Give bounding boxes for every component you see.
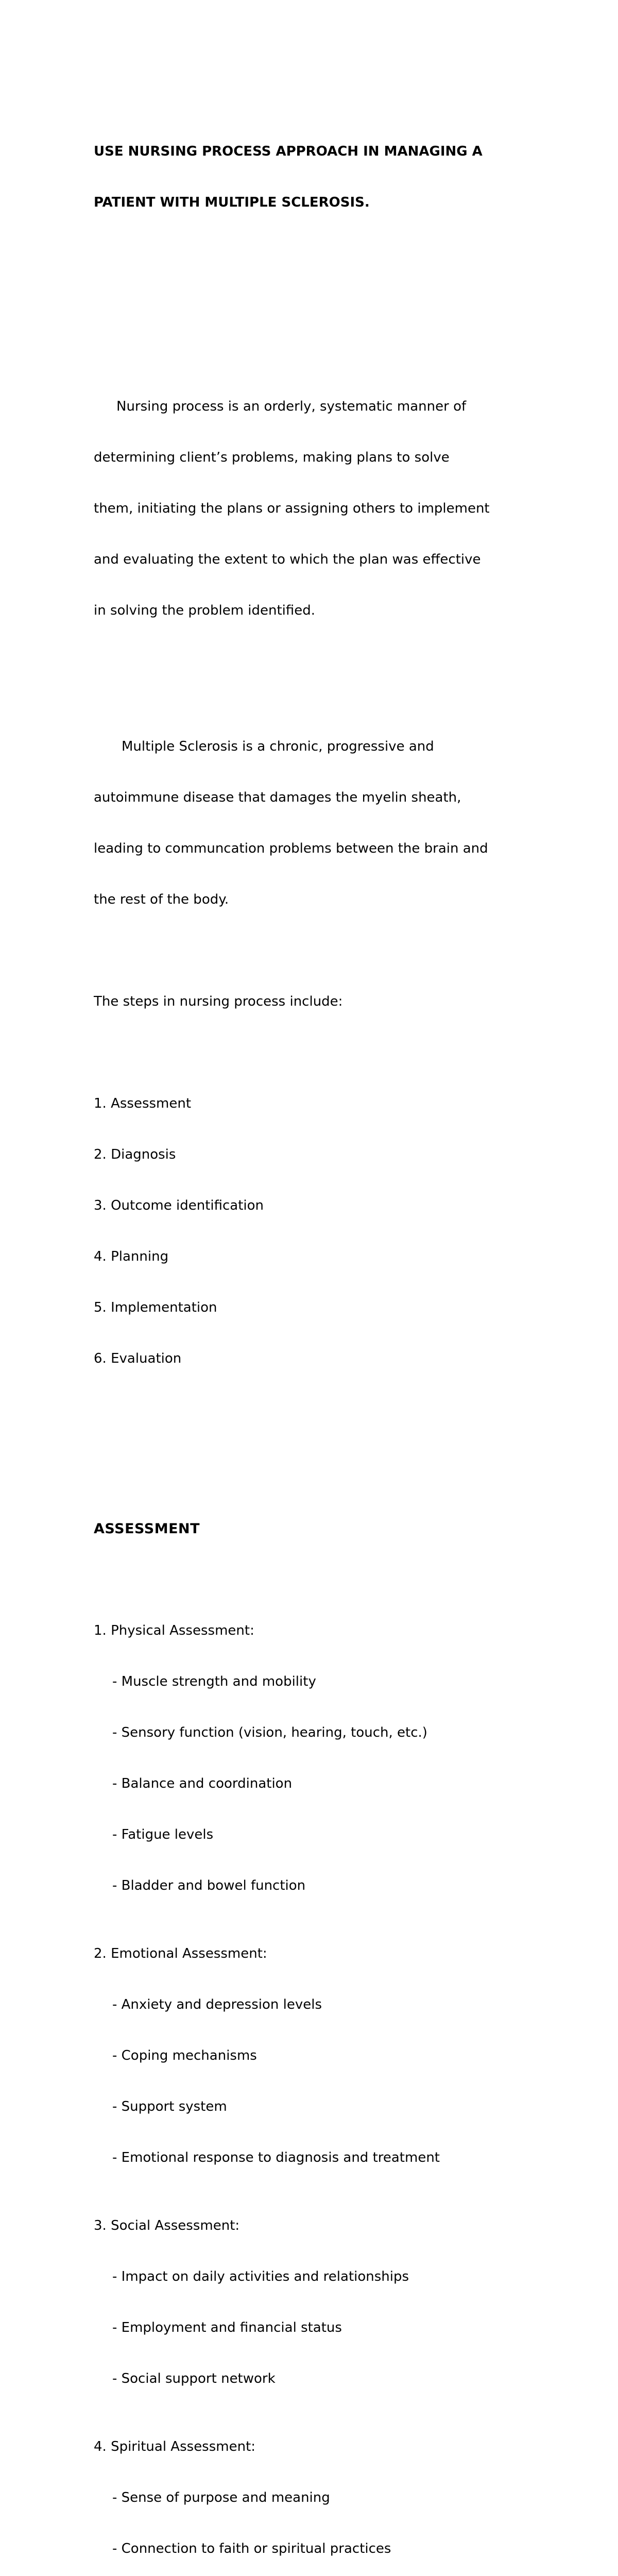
list-item: - Impact on daily activities and relationships bbox=[112, 2269, 409, 2284]
intro-paragraph-nursing-process bbox=[94, 364, 537, 653]
intro-paragraph-multiple-sclerosis bbox=[94, 704, 537, 942]
list-item: - Connection to faith or spiritual practices bbox=[112, 2541, 391, 2556]
list-item: - Emotional response to diagnosis and treatment bbox=[112, 2150, 440, 2165]
paragraph-line: determining client’s problems, making plans to solve bbox=[94, 450, 450, 465]
assessment-list bbox=[94, 1588, 537, 2576]
paragraph-line: autoimmune disease that damages the myelin sheath, bbox=[94, 790, 461, 805]
list-item: - Employment and financial status bbox=[112, 2320, 342, 2335]
list-item: 2. Diagnosis bbox=[94, 1147, 176, 1162]
paragraph-line: the rest of the body. bbox=[94, 892, 229, 907]
list-item: 1. Assessment bbox=[94, 1096, 192, 1111]
steps-intro: The steps in nursing process include: bbox=[94, 994, 343, 1009]
steps-list bbox=[94, 1061, 537, 1401]
list-item: - Sense of purpose and meaning bbox=[112, 2490, 330, 2505]
list-item: - Support system bbox=[112, 2099, 227, 2114]
spacer bbox=[94, 1452, 537, 1469]
paragraph-line: in solving the problem identified. bbox=[94, 603, 316, 618]
list-item: - Bladder and bowel function bbox=[112, 1878, 306, 1893]
paragraph-line: them, initiating the plans or assigning others to implement bbox=[94, 501, 490, 516]
list-item: 4. Planning bbox=[94, 1249, 169, 1264]
paragraph-line: Nursing process is an orderly, systematic manner of bbox=[116, 399, 467, 414]
list-item: - Muscle strength and mobility bbox=[112, 1674, 316, 1689]
document-page bbox=[94, 75, 537, 2576]
assessment-group-label: 1. Physical Assessment: bbox=[94, 1623, 254, 1638]
list-item: - Balance and coordination bbox=[112, 1776, 293, 1791]
assessment-heading: ASSESSMENT bbox=[94, 1521, 200, 1537]
paragraph-line: Multiple Sclerosis is a chronic, progressive and bbox=[122, 739, 434, 754]
document-title bbox=[94, 109, 537, 245]
list-item: - Sensory function (vision, hearing, touch, etc.) bbox=[112, 1725, 427, 1740]
paragraph-line: leading to communcation problems between the brain and bbox=[94, 841, 488, 856]
list-item: - Coping mechanisms bbox=[112, 2048, 257, 2063]
title-line-1: USE NURSING PROCESS APPROACH IN MANAGING A bbox=[94, 144, 483, 159]
assessment-group-label: 2. Emotional Assessment: bbox=[94, 1946, 267, 1961]
spacer bbox=[94, 296, 537, 313]
list-item: 5. Implementation bbox=[94, 1300, 217, 1315]
list-item: - Anxiety and depression levels bbox=[112, 1997, 322, 2012]
paragraph-line: and evaluating the extent to which the plan was effective bbox=[94, 552, 481, 567]
list-item: - Fatigue levels bbox=[112, 1827, 214, 1842]
list-item: 3. Outcome identification bbox=[94, 1198, 264, 1213]
list-item: 6. Evaluation bbox=[94, 1351, 182, 1366]
title-line-2: PATIENT WITH MULTIPLE SCLEROSIS. bbox=[94, 195, 370, 210]
assessment-group-label: 3. Social Assessment: bbox=[94, 2218, 240, 2233]
assessment-group-label: 4. Spiritual Assessment: bbox=[94, 2439, 256, 2454]
list-item: - Social support network bbox=[112, 2371, 276, 2386]
